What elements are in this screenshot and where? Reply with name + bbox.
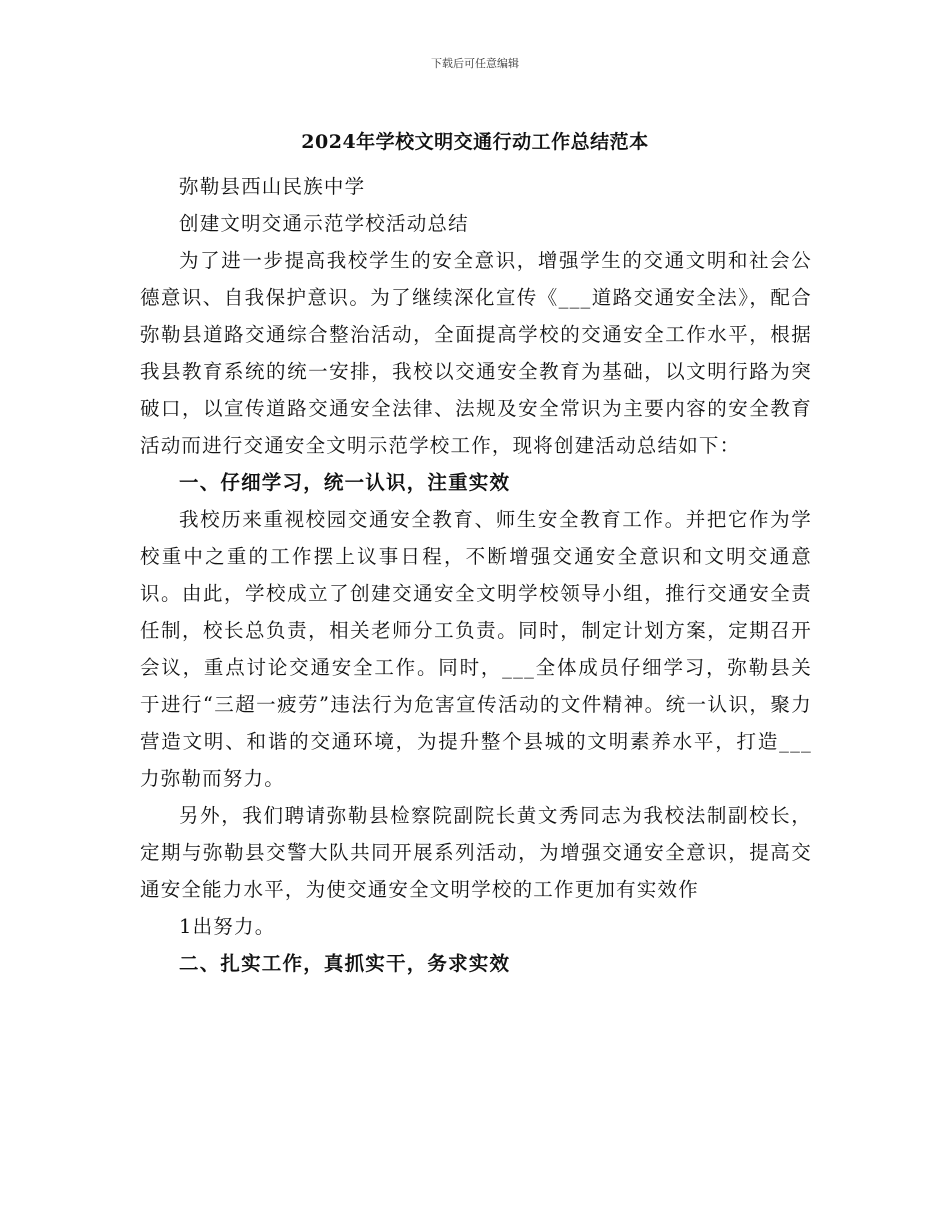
section-heading-1: 一、仔细学习，统一认识，注重实效 (179, 471, 511, 494)
header-note: 下载后可任意编辑 (431, 57, 519, 70)
document-body (140, 168, 812, 982)
paragraph-continuation: 1出努力。 (179, 915, 276, 938)
paragraph-intro: 为了进一步提高我校学生的安全意识，增强学生的交通文明和社会公德意识、自我保护意识。为了继续深化宣传《___道路交通安全法》，配合弥勒县道路交通综合整治活动，全面提高学校的交通安全工作水平，根据我县教育系统的统一安排，我校以交通安全教育为基础，以文明行路为突破口，以宣传道路交通安全法律、法规及安全常识为主要内容的安全教育活动而进行交通安全文明示范学校工作，现将创建活动总结如下： (140, 249, 812, 457)
paragraph-section-1-extra: 另外，我们聘请弥勒县检察院副院长黄文秀同志为我校法制副校长，定期与弥勒县交警大队共同开展系列活动，为增强交通安全意识，提高交通安全能力水平，为使交通安全文明学校的工作更加有实效作 (140, 804, 812, 901)
document-title: 2024年学校文明交通行动工作总结范本 (301, 131, 649, 153)
document-subtitle: 创建文明交通示范学校活动总结 (179, 212, 469, 235)
school-name: 弥勒县西山民族中学 (179, 175, 366, 198)
paragraph-section-1: 我校历来重视校园交通安全教育、师生安全教育工作。并把它作为学校重中之重的工作摆上议事日程，不断增强交通安全意识和文明交通意识。由此，学校成立了创建交通安全文明学校领导小组，推行交通安全责任制，校长总负责，相关老师分工负责。同时，制定计划方案，定期召开会议，重点讨论交通安全工作。同时，___全体成员仔细学习，弥勒县关于进行“三超一疲劳”违法行为危害宣传活动的文件精神。统一认识，聚力营造文明、和谐的交通环境，为提升整个县城的文明素养水平，打造___力弥勒而努力。 (140, 508, 812, 790)
section-heading-2: 二、扎实工作，真抓实干，务求实效 (179, 952, 511, 975)
